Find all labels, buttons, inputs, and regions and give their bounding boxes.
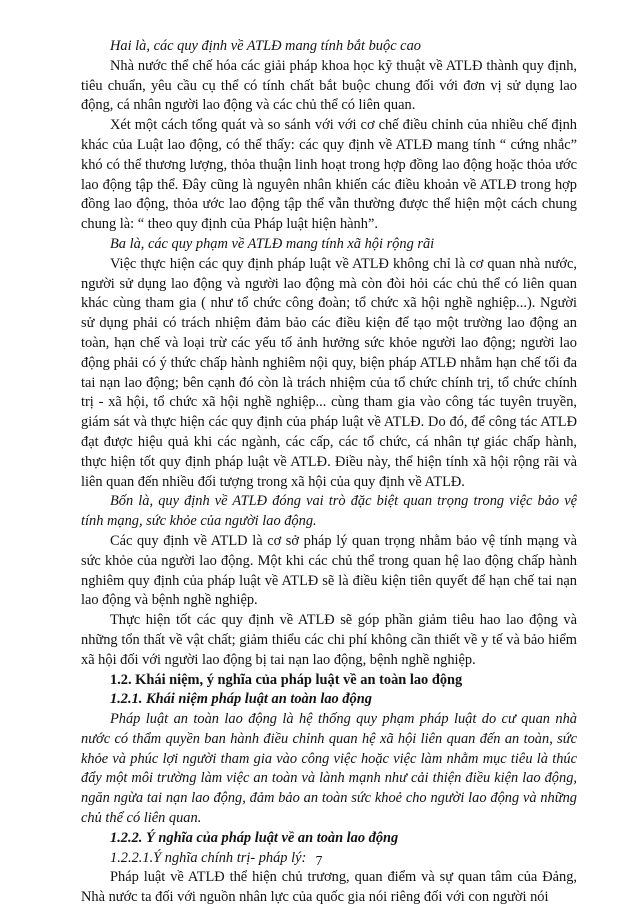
subsection-heading-1-2-2-1: 1.2.2.1.Ý nghĩa chính trị- pháp lý: — [110, 849, 307, 866]
paragraph: Xét một cách tổng quát và so sánh với với cơ chế điều chỉnh của nhiều chế định khác của Luật lao động, có thể thấy: các quy định về ATLĐ mang tính “ cứng nhắc” khó có thể thương lượng, thỏa thuận linh hoạt trong hợp đồng lao động hoặc thỏa ước lao động tập thể. Đây cũng là nguyên nhân khiến các điều khoản về ATLĐ trong hợp đồng lao động, thỏa ước lao động tập thể vẫn thường được thể hiện một cách chung chung là: “ theo quy định của Pháp luật hiện hành”. — [81, 117, 577, 233]
paragraph-heading-hai-la: Hai là, các quy định về ATLĐ mang tính bắt buộc cao — [110, 38, 421, 54]
section-heading-1-2-1: 1.2.1. Khái niệm pháp luật an toàn lao động — [110, 691, 372, 708]
paragraph: Nhà nước thể chế hóa các giải pháp khoa học kỹ thuật về ATLĐ thành quy định, tiêu chuẩn, yêu cầu cụ thể có tính chất bắt buộc chung đối với đơn vị sử dụng lao động, cá nhân người lao động và các chủ thể có liên quan. — [81, 57, 577, 114]
paragraph: Các quy định về ATLD là cơ sở pháp lý quan trọng nhằm bảo vệ tính mạng và sức khỏe của người lao động. Một khi các chủ thể trong quan hệ lao động chấp hành nghiêm quy định của pháp luật về ATLĐ sẽ là điều kiện tiên quyết để hạn chế tai nạn lao động và bệnh nghề nghiệp. — [81, 532, 577, 609]
paragraph: Việc thực hiện các quy định pháp luật về ATLĐ không chỉ là cơ quan nhà nước, người sử dụng lao động và người lao động mà còn đòi hỏi các chủ thể có liên quan khác cùng tham gia ( như tổ chức công đoàn; tổ chức xã hội nghề nghiệp...). Người sử dụng phải có trách nhiệm đảm bảo các điều kiện để tạo một trường lao động an toàn, hạn chế và loại trừ các yếu tố ảnh hưởng sức khỏe người lao động; người lao động phải có ý thức chấp hành nghiêm nội quy, biện pháp ATLĐ nhằm hạn chế tối đa tai nạn lao động; bên cạnh đó còn là trách nhiệm của tổ chức chính trị, tổ chức chính trị - xã hội, tổ chức xã hội nghề nghiệp... cùng tham gia vào công tác tuyên truyền, giám sát và thực hiện các quy định của pháp luật về ATLĐ. Do đó, để công tác ATLĐ đạt được hiệu quả khi các ngành, các cấp, các tổ chức, cá nhân tự giác chấp hành, thực hiện tốt quy định pháp luật về ATLĐ. Điều này, thể hiện tính xã hội rộng rãi và liên quan đến nhiều đối tượng trong xã hội của quy định về ATLĐ. — [81, 255, 577, 490]
definition-paragraph: Pháp luật an toàn lao động là hệ thống quy phạm pháp luật do cư quan nhà nước có thẩm quyền ban hành điều chỉnh quan hệ xã hội liên quan đến an toàn, sức khỏe và phúc lợi người tham gia vào công việc hoặc việc làm nhằm mục tiêu là thúc đẩy một môi trường làm việc an toàn và lành mạnh như cải thiện điều kiện lao động, ngăn ngừa tai nạn lao động, đảm bảo an toàn sức khoẻ cho người lao động và những chủ thể có liên quan. — [81, 711, 577, 827]
paragraph: Pháp luật về ATLĐ thể hiện chủ trương, quan điểm và sự quan tâm của Đảng, Nhà nước ta đối với nguồn nhân lực của quốc gia nói riêng đối với con người nói — [81, 869, 577, 906]
paragraph: Thực hiện tốt các quy định về ATLĐ sẽ góp phần giảm tiêu hao lao động và những tổn thất về vật chất; giảm thiểu các chi phí không cần thiết về y tế và bảo hiểm xã hội đối với người lao động bị tai nạn lao động, bệnh nghề nghiệp. — [81, 612, 577, 668]
paragraph-heading-ba-la: Ba là, các quy phạm về ATLĐ mang tính xã hội rộng rãi — [110, 235, 435, 252]
section-heading-1-2-2: 1.2.2. Ý nghĩa của pháp luật về an toàn lao động — [110, 829, 399, 846]
paragraph-heading-bon-la: Bốn là, quy định về ATLĐ đóng vai trò đặc biệt quan trọng trong việc bảo vệ tính mạng, sức khỏe của người lao động. — [81, 493, 577, 530]
page-number: 7 — [315, 853, 323, 868]
section-heading-1-2: 1.2. Khái niệm, ý nghĩa của pháp luật về an toàn lao động — [110, 671, 463, 688]
document-body — [81, 37, 577, 908]
